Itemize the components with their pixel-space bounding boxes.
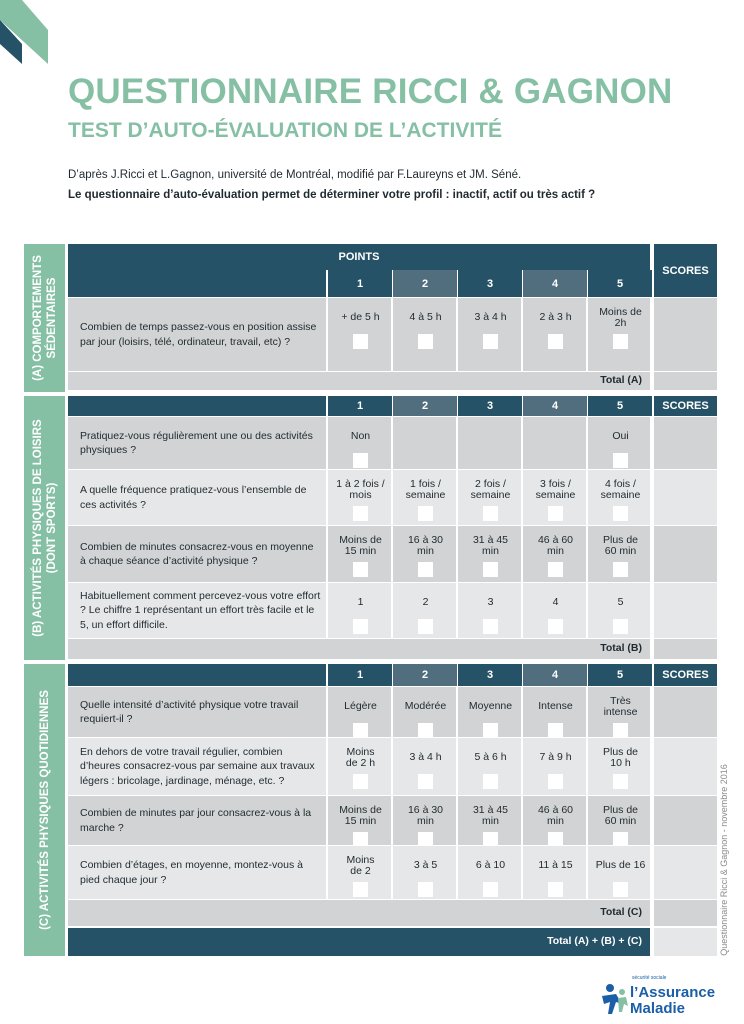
answer-option — [393, 804, 458, 847]
answer-label-line: Plus de — [602, 533, 639, 546]
answer-checkbox[interactable] — [548, 334, 563, 349]
answer-label-line: Intense — [538, 700, 573, 713]
score-cell[interactable] — [654, 583, 717, 638]
answer-label-line: min — [482, 815, 499, 827]
section-side-line: (DONT SPORTS) — [45, 482, 58, 574]
section-side-line: (C) ACTIVITÉS PHYSIQUES QUOTIDIENNES — [38, 690, 51, 930]
answer-label-line: min — [417, 545, 434, 557]
answer-label-line: 7 à 9 h — [539, 751, 572, 764]
answer-option — [458, 746, 523, 789]
column-divider — [521, 417, 523, 469]
answer-checkbox[interactable] — [353, 774, 368, 789]
answer-label-line: 4 à 5 h — [409, 311, 442, 324]
answer-label-line: 2 fois / — [475, 477, 506, 490]
answer-label — [538, 534, 573, 558]
answer-label-line: Moins de — [339, 803, 382, 816]
answer-option — [523, 854, 588, 897]
answer-label — [603, 804, 638, 828]
answer-label — [409, 746, 441, 770]
answer-checkbox[interactable] — [483, 882, 498, 897]
answer-option — [588, 534, 653, 577]
column-divider — [653, 470, 654, 525]
answer-label — [474, 746, 506, 770]
answer-label-line: Plus de — [602, 745, 639, 758]
point-number-2: 2 — [393, 270, 457, 297]
answer-option — [523, 804, 588, 847]
column-divider — [653, 583, 654, 638]
answer-label-line: 31 à 45 — [472, 803, 509, 816]
answer-checkbox[interactable] — [353, 723, 368, 738]
answer-option — [588, 854, 653, 897]
assurance-maladie-logo — [596, 975, 726, 1020]
answer-label — [339, 534, 382, 558]
answer-label-line: mois — [349, 489, 372, 501]
answer-label — [471, 478, 511, 502]
answer-label — [406, 478, 446, 502]
answer-label-line: 2 — [422, 596, 429, 609]
answer-label — [473, 804, 508, 828]
answer-label — [409, 306, 441, 330]
answer-label — [488, 591, 494, 615]
answer-checkbox[interactable] — [548, 723, 563, 738]
answer-option — [328, 591, 393, 634]
answer-checkbox[interactable] — [613, 453, 628, 468]
answer-label-line: 1 à 2 fois / — [336, 477, 385, 490]
section-side-text — [31, 255, 59, 381]
answer-label-line: Moyenne — [468, 700, 513, 713]
points-header: POINTS — [68, 244, 650, 270]
answer-label-line: 3 — [487, 596, 494, 609]
answer-checkbox[interactable] — [548, 832, 563, 847]
answer-label — [553, 591, 559, 615]
answer-label — [469, 695, 512, 719]
answer-label-line: min — [482, 545, 499, 557]
answer-option — [588, 591, 653, 634]
section-side-text — [38, 690, 52, 930]
points-subbar — [68, 270, 326, 297]
answer-label-line: 16 à 30 — [407, 533, 444, 546]
answer-label-line: de 2 — [350, 865, 371, 877]
score-cell[interactable] — [654, 298, 717, 371]
point-number-4: 4 — [523, 664, 587, 686]
answer-label-line: 11 à 15 — [538, 859, 573, 872]
total-score-cell[interactable] — [654, 372, 717, 390]
answer-checkbox[interactable] — [483, 562, 498, 577]
answer-option — [588, 306, 653, 349]
answer-label-line: de 2 h — [345, 757, 376, 769]
answer-label — [474, 306, 506, 330]
answer-label-line: 3 à 4 h — [409, 751, 442, 764]
question-text: Quelle intensité d’activité physique votre travail requiert-il ? — [80, 698, 299, 725]
answer-label — [536, 478, 576, 502]
scores-header: SCORES — [654, 664, 717, 686]
answer-option — [328, 746, 393, 789]
answer-checkbox[interactable] — [483, 506, 498, 521]
answer-checkbox[interactable] — [613, 723, 628, 738]
section-side-line: SÉDENTAIRES — [45, 277, 58, 359]
answer-label — [358, 591, 364, 615]
score-cell[interactable] — [654, 417, 717, 469]
answer-label-line: Oui — [612, 430, 629, 443]
answer-checkbox[interactable] — [548, 619, 563, 634]
answer-label-line: semaine — [600, 489, 641, 501]
answer-label-line: min — [547, 545, 564, 557]
answer-label-line: Moins — [346, 853, 375, 866]
answer-option — [393, 746, 458, 789]
section-side-label — [24, 244, 65, 392]
answer-checkbox[interactable] — [548, 562, 563, 577]
answer-checkbox[interactable] — [483, 723, 498, 738]
answer-checkbox[interactable] — [418, 882, 433, 897]
answer-checkbox[interactable] — [613, 882, 628, 897]
answer-checkbox[interactable] — [353, 562, 368, 577]
answer-label — [346, 854, 374, 878]
score-cell[interactable] — [654, 846, 717, 899]
answer-checkbox[interactable] — [353, 832, 368, 847]
answer-option — [393, 591, 458, 634]
score-cell[interactable] — [654, 687, 717, 737]
point-number-1: 1 — [328, 664, 392, 686]
answer-checkbox[interactable] — [613, 506, 628, 521]
column-divider — [653, 298, 654, 371]
answer-label-line: 1 — [357, 596, 364, 609]
answer-checkbox[interactable] — [613, 832, 628, 847]
section-total-label: Total (C) — [600, 906, 642, 918]
answer-option — [458, 854, 523, 897]
answer-label-line: 4 fois / — [605, 477, 636, 490]
answer-label-line: min — [547, 815, 564, 827]
point-number-1: 1 — [328, 270, 392, 297]
answer-label — [618, 591, 624, 615]
answer-label — [603, 534, 638, 558]
answer-label-line: 2h — [614, 317, 627, 329]
question-text: Combien de minutes consacrez-vous en moyenne à chaque séance d’activité physique ? — [80, 540, 314, 567]
column-divider — [653, 796, 654, 845]
answer-label — [538, 854, 572, 878]
answer-label-line: intense — [603, 706, 638, 718]
answer-option — [393, 695, 458, 738]
answer-label-line: Non — [350, 430, 371, 443]
answer-label-line: Moins — [346, 745, 375, 758]
answer-option — [458, 534, 523, 577]
answer-label-line: 60 min — [604, 815, 637, 827]
answer-label — [408, 804, 443, 828]
answer-label-line: 4 — [552, 596, 559, 609]
point-number-5: 5 — [588, 664, 652, 686]
answer-label — [423, 591, 429, 615]
answer-label — [538, 695, 572, 719]
answer-option — [393, 534, 458, 577]
answer-label — [336, 478, 384, 502]
answer-option — [458, 478, 523, 521]
score-cell[interactable] — [654, 796, 717, 845]
section-side-label — [24, 396, 65, 660]
answer-label — [539, 746, 571, 770]
logo-figures-icon — [596, 980, 630, 1020]
column-divider — [456, 417, 458, 469]
section-side-label — [24, 664, 65, 956]
answer-label — [603, 746, 638, 770]
answer-label-line: 10 h — [610, 757, 631, 769]
answer-label-line: 15 min — [344, 545, 377, 557]
total-score-cell[interactable] — [654, 900, 717, 926]
answer-label-line: 5 à 6 h — [474, 751, 507, 764]
answer-option — [328, 695, 393, 738]
answer-checkbox[interactable] — [613, 334, 628, 349]
point-number-1: 1 — [328, 396, 392, 416]
score-cell[interactable] — [654, 470, 717, 525]
section-side-text — [31, 419, 59, 636]
question-text: A quelle fréquence pratiquez-vous l’ensemble de ces activités ? — [80, 484, 307, 511]
question-text: Combien d’étages, en moyenne, montez-vous à pied chaque jour ? — [80, 859, 303, 886]
answer-option — [523, 591, 588, 634]
answer-label-line: 3 fois / — [540, 477, 571, 490]
answer-label — [341, 306, 379, 330]
answer-label-line: semaine — [470, 489, 511, 501]
answer-label — [601, 478, 641, 502]
answer-option — [523, 746, 588, 789]
answer-checkbox[interactable] — [613, 774, 628, 789]
scores-header: SCORES — [654, 396, 717, 416]
answer-option — [588, 695, 653, 738]
answer-checkbox[interactable] — [483, 619, 498, 634]
answer-label-line: Plus de — [602, 803, 639, 816]
answer-option — [328, 534, 393, 577]
section-side-line: (B) ACTIVITÉS PHYSIQUES DE LOISIRS — [31, 419, 44, 637]
answer-checkbox[interactable] — [548, 506, 563, 521]
answer-label-line: 31 à 45 — [472, 533, 509, 546]
answer-label-line: semaine — [535, 489, 576, 501]
column-divider — [653, 738, 654, 795]
question-text: En dehors de votre travail régulier, combien d’heures consacrez-vous par semaine aux travaux légers : bricolage, jardinage, ménage, etc. ? — [80, 745, 315, 787]
answer-label — [405, 695, 446, 719]
answer-checkbox[interactable] — [353, 453, 368, 468]
answer-option — [458, 591, 523, 634]
answer-label — [339, 804, 382, 828]
section-total-label: Total (B) — [600, 642, 642, 654]
answer-label-line: 46 à 60 — [537, 803, 574, 816]
answer-option — [588, 804, 653, 847]
grand-total-label: Total (A) + (B) + (C) — [547, 935, 642, 947]
answer-checkbox[interactable] — [613, 619, 628, 634]
answer-checkbox[interactable] — [483, 334, 498, 349]
answer-label-line: Moins de — [339, 533, 382, 546]
question-text: Habituellement comment percevez-vous votre effort ? Le chiffre 1 représentant un effort très facile et le 5, un effort difficile. — [80, 589, 321, 631]
intro-credit: D’après J.Ricci et L.Gagnon, université de Montréal, modifié par F.Laureyns et JM. Séné. — [68, 169, 522, 181]
answer-checkbox[interactable] — [353, 619, 368, 634]
section-header-bar — [68, 664, 326, 686]
question-text: Combien de minutes par jour consacrez-vous à la marche ? — [80, 807, 312, 834]
answer-checkbox[interactable] — [418, 334, 433, 349]
answer-label-line: 2 à 3 h — [539, 311, 572, 324]
answer-option — [328, 478, 393, 521]
answer-option — [328, 854, 393, 897]
answer-checkbox[interactable] — [613, 562, 628, 577]
total-score-cell[interactable] — [654, 639, 717, 659]
answer-label-line: 60 min — [604, 545, 637, 557]
answer-option — [393, 306, 458, 349]
logo-line1: l’Assurance — [630, 984, 716, 1001]
answer-option — [458, 695, 523, 738]
answer-label — [612, 425, 628, 449]
point-number-3: 3 — [458, 270, 522, 297]
answer-label-line: + de 5 h — [341, 311, 380, 324]
answer-checkbox[interactable] — [418, 774, 433, 789]
page-subtitle: TEST D’AUTO-ÉVALUATION DE L’ACTIVITÉ — [68, 119, 503, 142]
answer-label-line: 6 à 10 — [475, 859, 506, 872]
answer-label — [351, 425, 370, 449]
answer-option — [523, 695, 588, 738]
point-number-5: 5 — [588, 270, 652, 297]
logo-line2: Maladie — [630, 1000, 686, 1017]
answer-checkbox[interactable] — [548, 882, 563, 897]
section-side-line: (A) COMPORTEMENTS — [31, 255, 44, 381]
answer-option — [458, 804, 523, 847]
answer-label-line: min — [417, 815, 434, 827]
score-cell[interactable] — [654, 738, 717, 795]
answer-option — [328, 306, 393, 349]
score-cell[interactable] — [654, 526, 717, 582]
column-divider — [653, 687, 654, 737]
point-number-4: 4 — [523, 270, 587, 297]
page-title: QUESTIONNAIRE RICCI & GAGNON — [68, 72, 673, 111]
answer-label-line: semaine — [405, 489, 446, 501]
answer-label — [604, 695, 638, 719]
question-text: Pratiquez-vous régulièrement une ou des activités physiques ? — [80, 429, 313, 456]
column-divider — [653, 417, 654, 469]
answer-label-line: Très — [610, 694, 631, 707]
answer-option — [328, 425, 393, 468]
answer-label-line: Plus de 16 — [595, 859, 646, 872]
answer-label-line: 3 à 5 — [413, 859, 438, 872]
answer-label — [414, 854, 437, 878]
point-number-3: 3 — [458, 396, 522, 416]
intro-question: Le questionnaire d’auto-évaluation permet de déterminer votre profil : inactif, actif ou très actif ? — [68, 189, 596, 201]
answer-checkbox[interactable] — [418, 832, 433, 847]
answer-label — [596, 854, 646, 878]
answer-label-line: Moins de — [599, 305, 642, 318]
answer-label — [538, 804, 573, 828]
answer-label-line: 16 à 30 — [407, 803, 444, 816]
answer-label — [476, 854, 505, 878]
answer-label — [599, 306, 642, 330]
column-divider — [653, 846, 654, 899]
answer-option — [328, 804, 393, 847]
footer-credit: Questionnaire Ricci & Gagnon - novembre 2016 — [719, 764, 729, 956]
answer-label-line: Modérée — [404, 700, 447, 713]
answer-option — [458, 306, 523, 349]
grand-total-score-cell[interactable] — [654, 928, 717, 956]
answer-option — [588, 746, 653, 789]
answer-label-line: 5 — [617, 596, 624, 609]
answer-label — [344, 695, 377, 719]
logo-tagline: sécurité sociale — [632, 975, 667, 981]
answer-label-line: Légère — [344, 700, 377, 713]
question-text: Combien de temps passez-vous en position assise par jour (loisirs, télé, ordinateur, travail, etc) ? — [80, 321, 317, 348]
answer-option — [393, 854, 458, 897]
point-number-5: 5 — [588, 396, 652, 416]
point-number-4: 4 — [523, 396, 587, 416]
section-total-label: Total (A) — [600, 374, 642, 386]
answer-option — [588, 425, 653, 468]
column-divider — [653, 526, 654, 582]
section-header-bar — [68, 396, 326, 416]
point-number-3: 3 — [458, 664, 522, 686]
answer-label — [408, 534, 443, 558]
answer-option — [393, 478, 458, 521]
answer-checkbox[interactable] — [353, 882, 368, 897]
answer-checkbox[interactable] — [418, 506, 433, 521]
answer-label-line: 1 fois / — [410, 477, 441, 490]
answer-label-line: 46 à 60 — [537, 533, 574, 546]
corner-decoration — [0, 0, 48, 64]
answer-label — [539, 306, 571, 330]
point-number-2: 2 — [393, 396, 457, 416]
scores-header: SCORES — [654, 244, 717, 297]
answer-checkbox[interactable] — [353, 334, 368, 349]
answer-label — [346, 746, 375, 770]
answer-checkbox[interactable] — [483, 774, 498, 789]
answer-label-line: 15 min — [344, 815, 377, 827]
answer-checkbox[interactable] — [418, 619, 433, 634]
answer-checkbox[interactable] — [548, 774, 563, 789]
answer-checkbox[interactable] — [353, 506, 368, 521]
answer-checkbox[interactable] — [483, 832, 498, 847]
answer-option — [523, 478, 588, 521]
answer-label — [473, 534, 508, 558]
answer-label-line: 3 à 4 h — [474, 311, 507, 324]
point-number-2: 2 — [393, 664, 457, 686]
answer-checkbox[interactable] — [418, 723, 433, 738]
answer-option — [523, 306, 588, 349]
answer-option — [523, 534, 588, 577]
answer-checkbox[interactable] — [418, 562, 433, 577]
answer-option — [588, 478, 653, 521]
